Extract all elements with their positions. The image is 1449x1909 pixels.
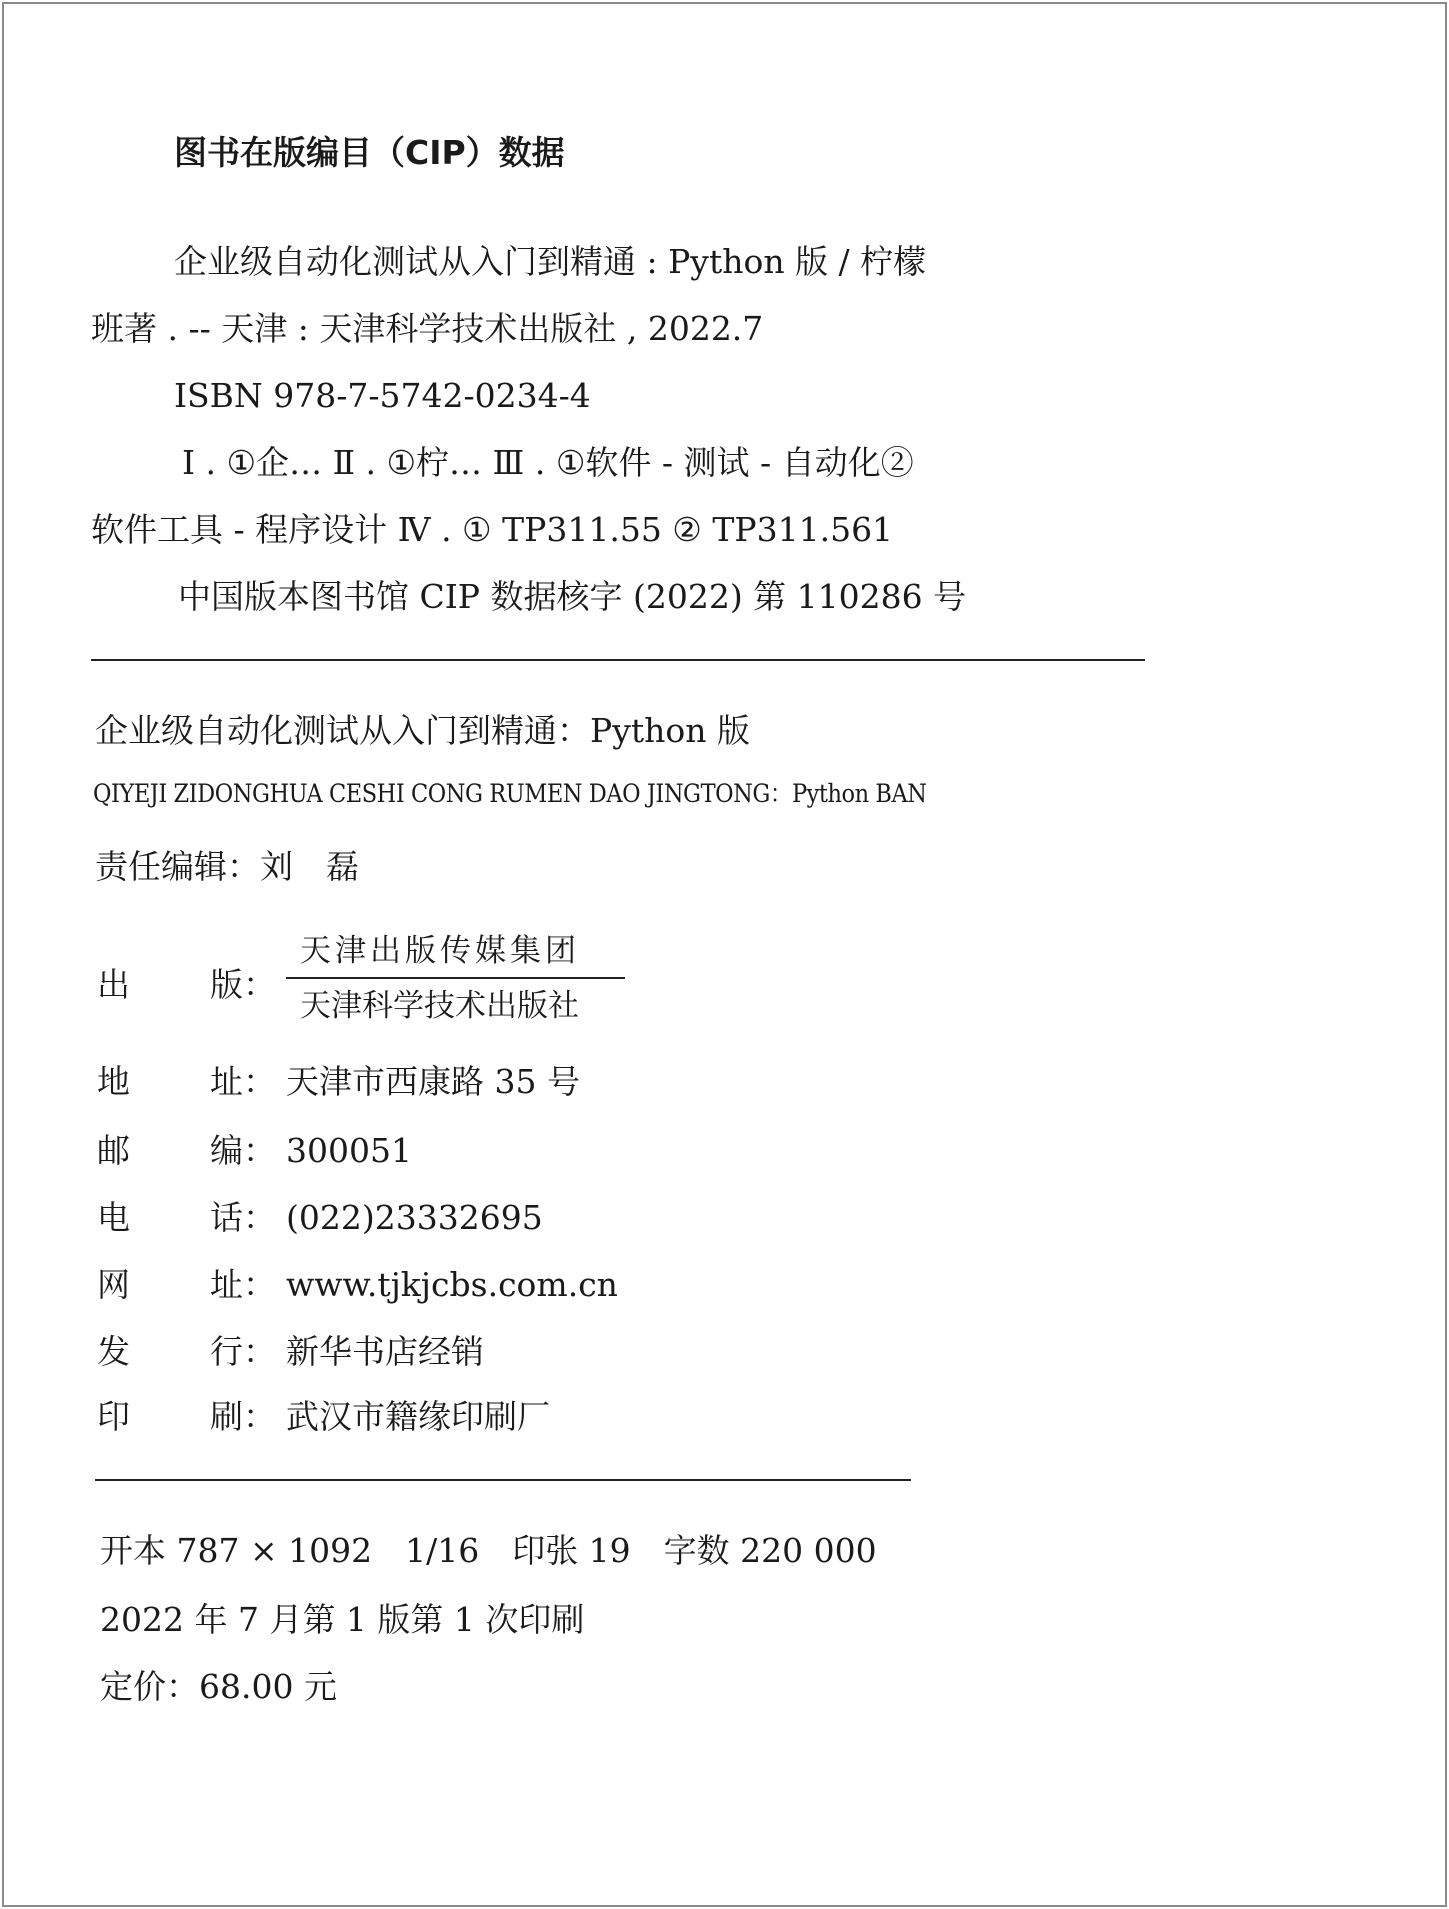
cip-number: 中国版本图书馆 CIP 数据核字 (2022) 第 110286 号 [178, 577, 967, 616]
divider [91, 659, 1145, 661]
pinyin-title: QIYEJI ZIDONGHUA CESHI CONG RUMEN DAO JINGTONG：Python BAN [93, 779, 927, 808]
detail-label-a: 网 [97, 1265, 130, 1304]
isbn: ISBN 978-7-5742-0234-4 [174, 376, 591, 415]
divider [95, 1479, 911, 1481]
detail-label-a: 电 [97, 1198, 130, 1237]
detail-value: 新华书店经销 [286, 1332, 484, 1371]
publisher-press: 天津科学技术出版社 [300, 988, 579, 1024]
detail-label-a: 邮 [97, 1131, 130, 1170]
price: 定价：68.00 元 [100, 1667, 337, 1706]
edition: 2022 年 7 月第 1 版第 1 次印刷 [100, 1600, 585, 1639]
detail-label-b: 址： [210, 1062, 276, 1101]
classification-line2: 软件工具 - 程序设计 Ⅳ . ① TP311.55 ② TP311.561 [91, 510, 894, 549]
detail-label-a: 地 [97, 1062, 130, 1101]
cip-line2: 班著 . -- 天津 : 天津科学技术出版社 , 2022.7 [91, 309, 764, 348]
detail-label-b: 话： [210, 1198, 276, 1237]
book-title: 企业级自动化测试从入门到精通：Python 版 [95, 711, 750, 750]
format-specs: 开本 787 × 1092 1/16 印张 19 字数 220 000 [100, 1531, 877, 1570]
detail-value: 武汉市籍缘印刷厂 [286, 1397, 550, 1436]
detail-label-b: 编： [210, 1131, 276, 1170]
detail-value: (022)23332695 [286, 1198, 543, 1237]
publisher-fraction-line [286, 977, 625, 979]
classification-line1: Ⅰ . ①企… Ⅱ . ①柠… Ⅲ . ①软件 - 测试 - 自动化② [182, 443, 914, 482]
detail-label-a: 发 [97, 1332, 130, 1371]
publisher-group: 天津出版传媒集团 [300, 933, 580, 969]
detail-value: 天津市西康路 35 号 [286, 1062, 580, 1101]
cip-heading: 图书在版编目（CIP）数据 [174, 133, 565, 172]
detail-label-b: 址： [210, 1265, 276, 1304]
detail-label-b: 刷： [210, 1397, 276, 1436]
publisher-label-a: 出 [97, 965, 130, 1004]
cip-line1: 企业级自动化测试从入门到精通 : Python 版 / 柠檬 [174, 242, 927, 281]
detail-value: www.tjkjcbs.com.cn [286, 1265, 618, 1304]
publisher-label-b: 版： [210, 965, 276, 1004]
detail-value: 300051 [286, 1131, 412, 1170]
detail-label-b: 行： [210, 1332, 276, 1371]
detail-label-a: 印 [97, 1397, 130, 1436]
editor: 责任编辑：刘 磊 [95, 847, 359, 886]
